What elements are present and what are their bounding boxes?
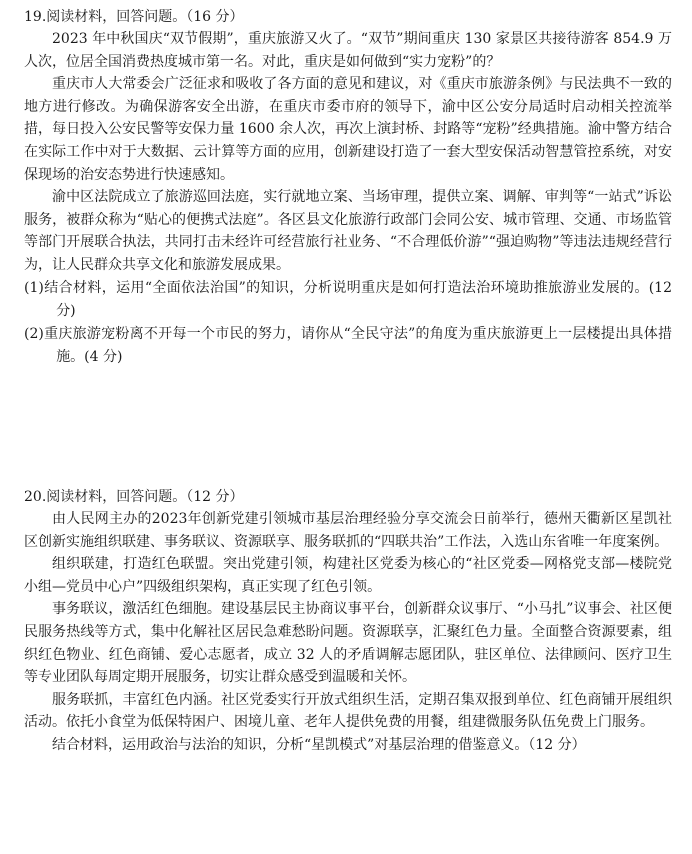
question-19-material-3: 渝中区法院成立了旅游巡回法庭，实行就地立案、当场审理，提供立案、调解、审判等“一站式”诉讼服务，被群众称为“贴心的便携式法庭”。各区县文化旅游行政部门会同公安、城市管理、交通、市场监管等部门开展联合执法，共同打击未经许可经营旅行社业务、“不合理低价游”“强迫购物”等违法违规经营行为，让人民群众共享文化和旅游发展成果。 [24,189,672,273]
question-19-sub-1: (1)结合材料，运用“全面依法治国”的知识，分析说明重庆是如何打造法治环境助推旅游业发展的。(12 分) [24,279,672,319]
question-19-sub-2: (2)重庆旅游宠粉离不开每一个市民的努力，请你从“全民守法”的角度为重庆旅游更上一层楼提出具体措施。(4 分) [24,325,672,365]
question-20 [24,486,672,757]
question-20-material-3: 事务联议，激活红色细胞。建设基层民主协商议事平台，创新群众议事厅、“小马扎”议事会、社区便民服务热线等方式，集中化解社区居民急难愁盼问题。资源联享，汇聚红色力量。全面整合资源要素，组织红色物业、红色商铺、爱心志愿者，成立 32 人的矛盾调解志愿团队，驻区单位、法律顾问、医疗卫生等专业团队每周定期开展服务，切实让群众感受到温暖和关怀。 [24,601,672,686]
question-19-material-2: 重庆市人大常委会广泛征求和吸收了各方面的意见和建议，对《重庆市旅游条例》与民法典不一致的地方进行修改。为确保游客安全出游，在重庆市委市府的领导下，渝中区公安分局适时启动相关控流举措，每日投入公安民警等安保力量 1600 余人次，再次上演封桥、封路等“宠粉”经典措施。渝中警方结合在实际工作中对于大数据、云计算等方面的应用，创新建设打造了一套大型安保活动智慧管控系统，对安保现场的治安态势进行快速感知。 [24,76,672,183]
question-20-material-1: 由人民网主办的2023年创新党建引领城市基层治理经验分享交流会日前举行，德州天衢新区星凯社区创新实施组织联建、事务联议、资源联享、服务联抓的“四联共治”工作法，入选山东省唯一年度案例。 [24,511,672,550]
question-19 [24,6,672,369]
question-19-material-1: 2023 年中秋国庆“双节假期”，重庆旅游又火了。“双节”期间重庆 130 家景区共接待游客 854.9 万人次，位居全国消费热度城市第一名。对此，重庆是如何做到“实力宠粉”的？ [24,31,672,70]
question-19-heading: 19.阅读材料，回答问题。（16 分） [24,9,244,25]
question-20-heading: 20.阅读材料，回答问题。（12 分） [24,489,244,505]
question-20-prompt: 结合材料，运用政治与法治的知识，分析“星凯模式”对基层治理的借鉴意义。（12 分） [52,736,586,753]
question-20-material-4: 服务联抓，丰富红色内涵。社区党委实行开放式组织生活，定期召集双报到单位、红色商铺开展组织活动。依托小食堂为低保特困户、困境儿童、老年人提供免费的用餐，组建微服务队伍免费上门服务。 [24,691,672,731]
question-20-material-2: 组织联建，打造红色联盟。突出党建引领，构建社区党委为核心的“社区党委—网格党支部—楼院党小组—党员中心户”四级组织架构，真正实现了红色引领。 [24,556,672,595]
